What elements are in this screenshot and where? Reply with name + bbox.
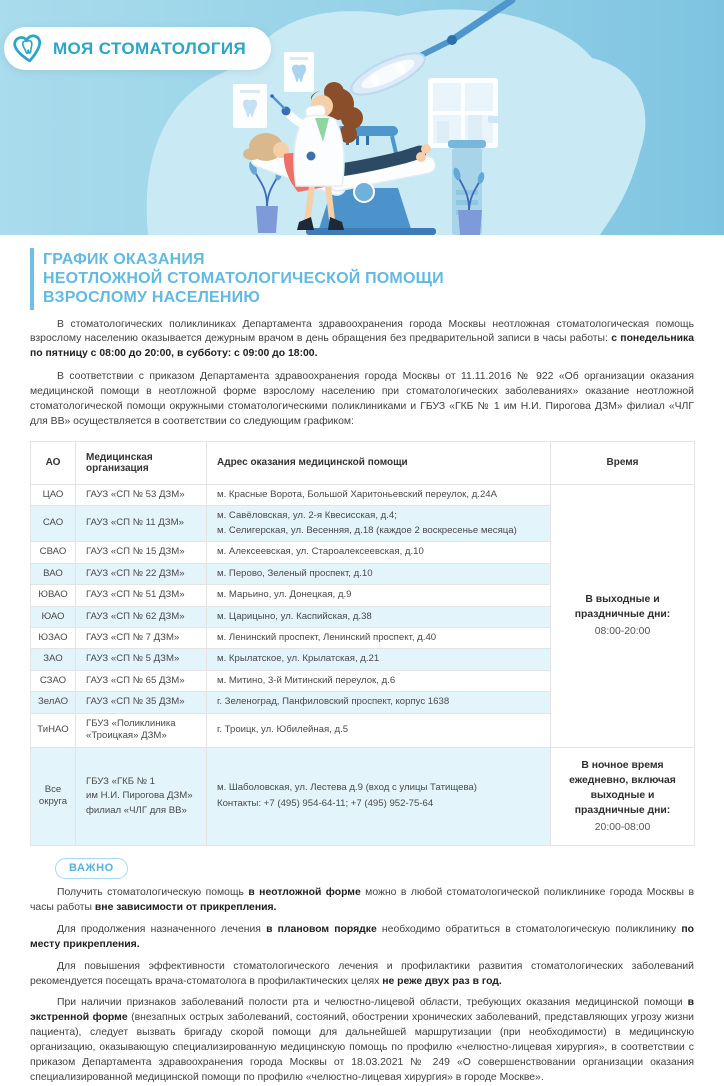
important-paragraph-2: Для продолжения назначенного лечения в плановом порядке необходимо обратиться в стоматологическую поликлинику по месту прикрепления. (30, 923, 694, 950)
important-paragraph-1: Получить стоматологическую помощь в неотложной форме можно в любой стоматологической поликлинике города Москвы в часы работы вне зависимости от прикрепления. (30, 887, 694, 914)
page-title (30, 248, 694, 310)
schedule-table (30, 441, 695, 846)
cell-district: ЮЗАО (31, 627, 76, 648)
cell-address: м. Шаболовская, ул. Лестева д.9 (вход с улицы Татищева) Контакты: +7 (495) 954-64-11; +7 (495) 952-75-64 (207, 747, 551, 845)
cell-address: м. Савёловская, ул. 2-я Квесисская, д.4; м. Селигерская, ул. Весенняя, д.18 (каждое 2 воскресенье месяца) (207, 506, 551, 542)
cell-district: ВАО (31, 563, 76, 584)
column-header-organization: Медицинская организация (76, 441, 207, 484)
day-time-label: В выходные и праздничные дни: (574, 594, 671, 621)
logo (4, 27, 271, 70)
title-line-3: ВЗРОСЛОМУ НАСЕЛЕНИЮ (43, 289, 261, 307)
cell-district: САО (31, 506, 76, 542)
tooth-poster-icon (284, 52, 314, 92)
table-row (31, 484, 695, 505)
cell-address: м. Крылатское, ул. Крылатская, д.21 (207, 649, 551, 670)
tooth-heart-logo-icon (12, 33, 44, 65)
cell-district: ЗелАО (31, 692, 76, 713)
important-paragraph-3: Для повышения эффективности стоматологического лечения и профилактики развития стоматологических заболеваний рекомендуется посещать врача-стоматолога в профилактических целях не реже двух раз в год. (30, 960, 694, 987)
window (428, 78, 498, 148)
intro-paragraph-2: В соответствии с приказом Департамента здравоохранения города Москвы от 11.11.2016 № 922 «Об организации оказания медицинской помощи в неотложной форме взрослому населению при стоматологических заболеваниях» оказание неотложной стоматологической помощи окружными стоматологическими поликлиниками и ГБУЗ «ГКБ № 1 им Н.И. Пирогова ДЗМ» филиал «ЧЛГ для ВВ» осуществляется в соответствии со следующим графиком: (30, 371, 694, 427)
intro-paragraph-1: В стоматологических поликлиниках Департамента здравоохранения города Москвы неотложная стоматологическая помощь взрослому населению оказывается дежурным врачом в день обращения без предварительной записи в часы работы: с понедельника по пятницу с 08:00 до 20:00, в субботу: с 09:00 до 18:00. (30, 318, 694, 360)
cell-time-night (551, 747, 695, 845)
cell-district: ЗАО (31, 649, 76, 670)
important-badge: ВАЖНО (55, 858, 128, 879)
cell-organization: ГАУЗ «СП № 62 ДЗМ» (76, 606, 207, 627)
main-content (0, 248, 724, 1086)
tooth-poster-icon (233, 84, 267, 128)
cell-organization: ГБУЗ «ГКБ № 1 им Н.И. Пирогова ДЗМ» филиал «ЧЛГ для ВВ» (76, 747, 207, 845)
cell-organization: ГАУЗ «СП № 11 ДЗМ» (76, 506, 207, 542)
day-time-value: 08:00-20:00 (594, 626, 651, 638)
cell-district: СВАО (31, 542, 76, 563)
column-header-address: Адрес оказания медицинской помощи (207, 441, 551, 484)
cell-address: м. Перово, Зеленый проспект, д.10 (207, 563, 551, 584)
cell-organization: ГАУЗ «СП № 15 ДЗМ» (76, 542, 207, 563)
cell-address: м. Алексеевская, ул. Староалексеевская, д.10 (207, 542, 551, 563)
column-header-time: Время (551, 441, 695, 484)
cell-address: м. Митино, 3-й Митинский переулок, д.6 (207, 670, 551, 691)
cell-district: ТиНАО (31, 713, 76, 747)
header-banner (0, 0, 724, 235)
cell-address: г. Зеленоград, Панфиловский проспект, корпус 1638 (207, 692, 551, 713)
night-time-value: 20:00-08:00 (594, 822, 651, 834)
cell-time-day (551, 484, 695, 747)
cell-address: м. Ленинский проспект, Ленинский проспект, д.40 (207, 627, 551, 648)
cell-organization: ГАУЗ «СП № 5 ДЗМ» (76, 649, 207, 670)
cell-district: ЮАО (31, 606, 76, 627)
cell-address: м. Красные Ворота, Большой Харитоньевский переулок, д.24А (207, 484, 551, 505)
title-line-1: ГРАФИК ОКАЗАНИЯ (43, 251, 205, 268)
important-paragraph-4: При наличии признаков заболеваний полости рта и челюстно-лицевой области, требующих оказания медицинской помощи в экстренной форме (внезапных острых заболеваний, состояний, обострении хронических заболеваний, представляющих угрозу жизни пациента), следует вызвать бригаду скорой помощи для дальнейшей маршрутизации (при необходимости) в медицинскую организацию, оказывающую специализированную медицинскую помощь по профилю «челюстно-лицевая хирургия», в соответствии с приказом Департамента здравоохранения города Москвы от 18.03.2021 № 249 «О совершенствовании организации оказания специализированной медицинской помощи по профилю «челюстно-лицевая хирургия» в городе Москве». (30, 997, 694, 1083)
cell-address: м. Царицыно, ул. Каспийская, д.38 (207, 606, 551, 627)
cell-organization: ГБУЗ «Поликлиника «Троицкая» ДЗМ» (76, 713, 207, 747)
cell-district: ЮВАО (31, 585, 76, 606)
logo-text: МОЯ СТОМАТОЛОГИЯ (53, 38, 247, 58)
table-row-night (31, 747, 695, 845)
table-header-row (31, 441, 695, 484)
cell-organization: ГАУЗ «СП № 35 ДЗМ» (76, 692, 207, 713)
cell-district: ЦАО (31, 484, 76, 505)
cell-organization: ГАУЗ «СП № 65 ДЗМ» (76, 670, 207, 691)
cell-address: м. Марьино, ул. Донецкая, д.9 (207, 585, 551, 606)
title-line-2: НЕОТЛОЖНОЙ СТОМАТОЛОГИЧЕСКОЙ ПОМОЩИ (43, 270, 444, 288)
cell-address: г. Троицк, ул. Юбилейная, д.5 (207, 713, 551, 747)
cell-organization: ГАУЗ «СП № 51 ДЗМ» (76, 585, 207, 606)
night-time-label: В ночное время ежедневно, включая выходные и праздничные дни: (569, 759, 676, 817)
cell-organization: ГАУЗ «СП № 22 ДЗМ» (76, 563, 207, 584)
cell-organization: ГАУЗ «СП № 53 ДЗМ» (76, 484, 207, 505)
cell-district: СЗАО (31, 670, 76, 691)
cell-organization: ГАУЗ «СП № 7 ДЗМ» (76, 627, 207, 648)
column-header-district: АО (31, 441, 76, 484)
cell-district: Все округа (31, 747, 76, 845)
